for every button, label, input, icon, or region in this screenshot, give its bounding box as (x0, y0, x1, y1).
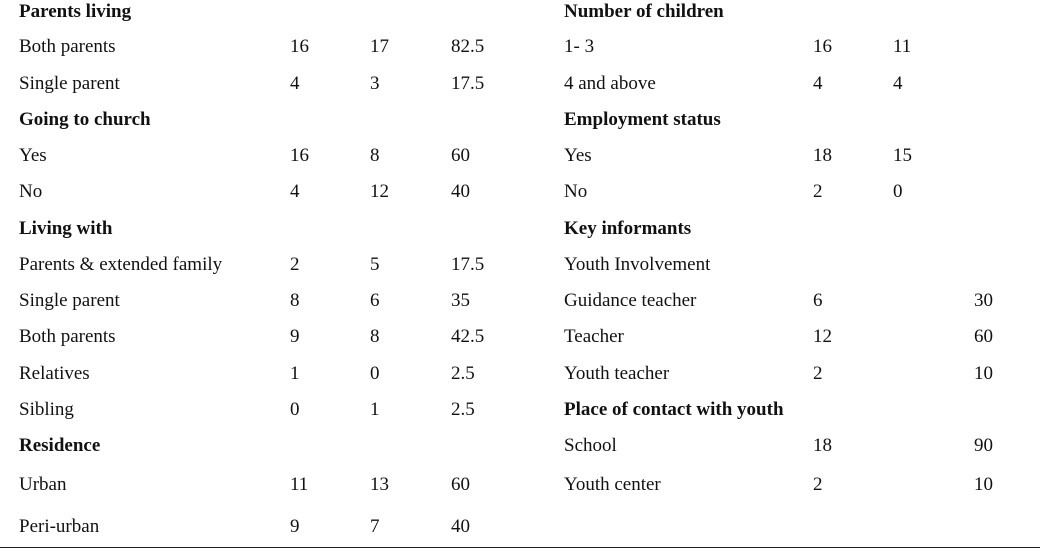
left-row-label: Relatives (19, 363, 90, 384)
right-row-label: Teacher (564, 326, 624, 347)
table-row (0, 398, 1040, 428)
left-value-col-3: 42.5 (451, 326, 485, 347)
left-row-label: Sibling (19, 399, 74, 420)
left-value-col-3: 40 (451, 516, 470, 537)
left-value-col-3: 2.5 (451, 399, 475, 420)
left-value-col-2: 5 (370, 254, 380, 275)
table-row (0, 217, 1040, 247)
table-row (0, 473, 1040, 503)
left-value-col-2: 12 (370, 181, 389, 202)
left-value-col-1: 11 (290, 474, 309, 495)
left-value-col-1: 16 (290, 36, 309, 57)
left-section-header: Going to church (19, 109, 151, 130)
right-value-col-3: 10 (974, 363, 993, 384)
table-row (0, 144, 1040, 174)
left-value-col-2: 0 (370, 363, 380, 384)
right-value-col-3: 10 (974, 474, 993, 495)
right-value-col-1: 2 (813, 474, 823, 495)
left-value-col-3: 17.5 (451, 73, 485, 94)
left-value-col-3: 82.5 (451, 36, 485, 57)
left-value-col-2: 7 (370, 516, 380, 537)
right-value-col-3: 60 (974, 326, 993, 347)
right-row-label: Youth teacher (564, 363, 670, 384)
table-row (0, 180, 1040, 210)
right-section-header: Number of children (564, 1, 724, 22)
table-row (0, 35, 1040, 65)
right-value-col-1: 2 (813, 363, 823, 384)
left-value-col-1: 9 (290, 326, 300, 347)
right-row-label: Youth Involvement (564, 254, 711, 275)
left-value-col-2: 1 (370, 399, 380, 420)
table-row (0, 0, 1040, 30)
right-row-label: Yes (564, 145, 592, 166)
right-section-header: Place of contact with youth (564, 399, 784, 420)
right-value-col-2: 11 (893, 36, 912, 57)
right-value-col-1: 6 (813, 290, 823, 311)
left-row-label: Urban (19, 474, 67, 495)
table-bottom-rule (0, 547, 1040, 548)
right-value-col-2: 15 (893, 145, 912, 166)
table-row (0, 434, 1040, 464)
left-value-col-2: 8 (370, 326, 380, 347)
left-value-col-1: 9 (290, 516, 300, 537)
left-row-label: Single parent (19, 290, 120, 311)
left-value-col-3: 17.5 (451, 254, 485, 275)
left-value-col-3: 60 (451, 474, 470, 495)
left-section-header: Residence (19, 435, 101, 456)
right-section-header: Key informants (564, 218, 692, 239)
right-row-label: Guidance teacher (564, 290, 697, 311)
right-row-label: Youth center (564, 474, 661, 495)
table-row (0, 515, 1040, 545)
right-value-col-2: 0 (893, 181, 903, 202)
right-row-label: 1- 3 (564, 36, 595, 57)
table-row (0, 289, 1040, 319)
left-row-label: Both parents (19, 326, 116, 347)
left-value-col-1: 1 (290, 363, 300, 384)
table-row (0, 325, 1040, 355)
left-row-label: No (19, 181, 43, 202)
right-value-col-1: 18 (813, 435, 832, 456)
left-value-col-2: 13 (370, 474, 389, 495)
left-row-label: Peri-urban (19, 516, 100, 537)
left-value-col-3: 2.5 (451, 363, 475, 384)
table-row (0, 362, 1040, 392)
right-value-col-3: 30 (974, 290, 993, 311)
left-value-col-1: 2 (290, 254, 300, 275)
right-value-col-1: 12 (813, 326, 832, 347)
left-value-col-3: 60 (451, 145, 470, 166)
left-row-label: Single parent (19, 73, 120, 94)
left-value-col-1: 4 (290, 73, 300, 94)
right-value-col-2: 4 (893, 73, 903, 94)
left-section-header: Parents living (19, 1, 132, 22)
right-value-col-1: 18 (813, 145, 832, 166)
right-row-label: 4 and above (564, 73, 656, 94)
right-value-col-1: 4 (813, 73, 823, 94)
right-value-col-1: 16 (813, 36, 832, 57)
right-row-label: School (564, 435, 617, 456)
left-value-col-2: 17 (370, 36, 389, 57)
right-section-header: Employment status (564, 109, 721, 130)
right-value-col-1: 2 (813, 181, 823, 202)
left-value-col-2: 6 (370, 290, 380, 311)
right-row-label: No (564, 181, 588, 202)
left-value-col-2: 8 (370, 145, 380, 166)
table-row (0, 72, 1040, 102)
left-row-label: Parents & extended family (19, 254, 223, 275)
left-value-col-3: 40 (451, 181, 470, 202)
table-row (0, 253, 1040, 283)
left-value-col-1: 16 (290, 145, 309, 166)
left-value-col-1: 4 (290, 181, 300, 202)
left-section-header: Living with (19, 218, 113, 239)
left-value-col-2: 3 (370, 73, 380, 94)
left-value-col-1: 0 (290, 399, 300, 420)
left-row-label: Both parents (19, 36, 116, 57)
left-row-label: Yes (19, 145, 47, 166)
right-value-col-3: 90 (974, 435, 993, 456)
left-value-col-1: 8 (290, 290, 300, 311)
table-row (0, 108, 1040, 138)
left-value-col-3: 35 (451, 290, 470, 311)
